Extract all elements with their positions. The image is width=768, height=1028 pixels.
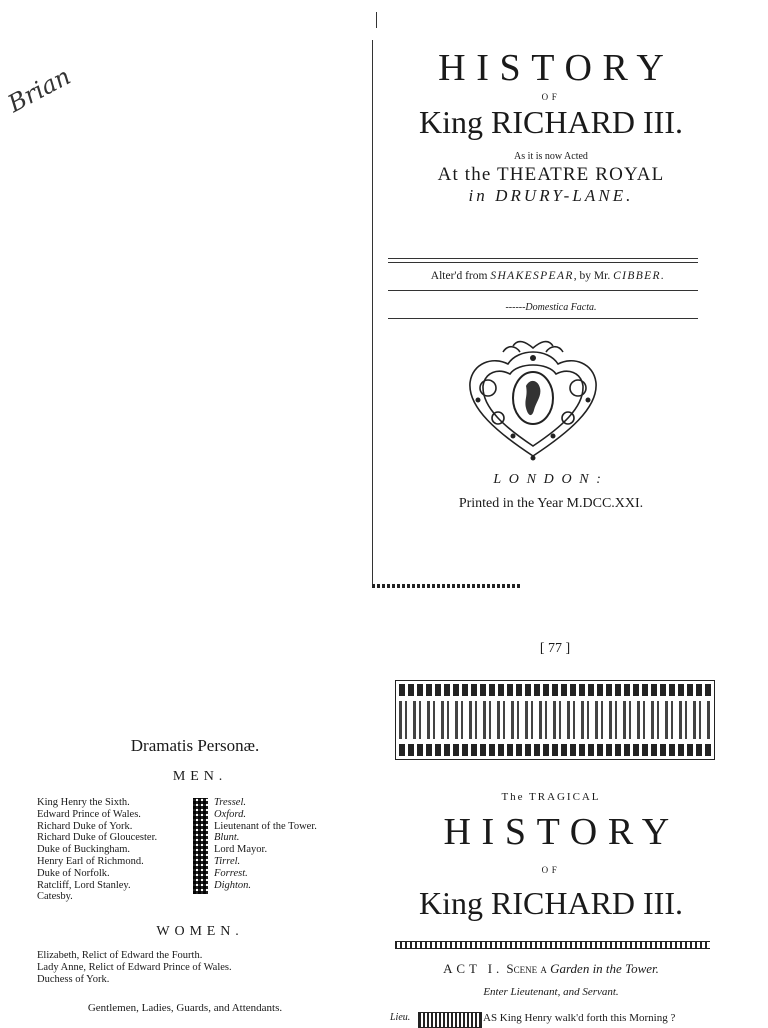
imprint-year: Printed in the Year M.DCC.XXI.	[458, 496, 644, 511]
dramatis-title: Dramatis Personæ.	[130, 736, 260, 755]
theatre-royal: At the THEATRE ROYAL	[437, 164, 665, 185]
men-list-right	[214, 797, 317, 891]
title-history: HISTORY	[438, 47, 675, 89]
men-left-6: Henry Earl of Richmond.	[37, 855, 144, 867]
men-left-2: Edward Prince of Wales.	[37, 808, 141, 820]
title-rule-3	[388, 318, 698, 319]
men-left-9: Catesby.	[37, 891, 73, 903]
women-2: Lady Anne, Relict of Edward Prince of Wales.	[37, 961, 232, 973]
title-rule-1b	[388, 262, 698, 263]
men-left-7: Duke of Norfolk.	[37, 867, 110, 879]
as-acted: As it is now Acted	[514, 151, 588, 162]
men-left-1: King Henry the Sixth.	[37, 797, 130, 808]
headpiece-ornament	[395, 680, 715, 760]
women-heading: WOMEN.	[156, 924, 244, 939]
attendants-line: Gentlemen, Ladies, Guards, and Attendants.	[87, 1002, 283, 1014]
altered-cibber: CIBBER.	[613, 270, 666, 282]
drop-cap-ornament	[418, 1012, 482, 1028]
drury-lane: in DRURY-LANE.	[468, 186, 634, 205]
page-number: [ 77 ]	[539, 641, 571, 656]
speaker-label: Lieu.	[390, 1012, 411, 1023]
act-scene-line	[378, 961, 724, 977]
women-3: Duchess of York.	[37, 973, 110, 985]
men-left-5: Duke of Buckingham.	[37, 844, 131, 856]
men-right-7: Forrest.	[214, 867, 248, 879]
printers-device-ornament	[458, 338, 608, 463]
men-left-4: Richard Duke of Gloucester.	[37, 832, 158, 844]
men-left-3: Richard Duke of York.	[37, 820, 133, 832]
scene-place: Garden in the Tower.	[550, 961, 659, 976]
men-right-1: Tressel.	[214, 797, 246, 808]
play-king: King RICHARD III.	[419, 885, 683, 921]
title-page	[378, 40, 724, 206]
women-list	[37, 950, 232, 985]
men-list-left	[37, 797, 157, 903]
men-right-5: Lord Mayor.	[214, 844, 268, 856]
title-king: King RICHARD III.	[419, 104, 683, 140]
play-tragical: The TRAGICAL	[501, 791, 601, 803]
page-margin-line	[372, 40, 373, 585]
stage-direction: Enter Lieutenant, and Servant.	[483, 986, 619, 998]
scene-prefix: Scene a	[506, 961, 547, 976]
men-right-2: Oxford.	[214, 808, 246, 820]
women-1: Elizabeth, Relict of Edward the Fourth.	[37, 950, 203, 961]
title-rule-2	[388, 290, 698, 291]
title-rule-1	[388, 258, 698, 259]
brace-ornament	[193, 798, 208, 894]
men-right-6: Tirrel.	[214, 855, 241, 867]
act-label: ACT I.	[443, 961, 504, 976]
title-of: OF	[541, 92, 561, 102]
men-right-4: Blunt.	[214, 832, 240, 844]
motto: ------Domestica Facta.	[505, 302, 597, 313]
page-bottom-edge	[372, 584, 522, 588]
first-line: AS King Henry walk'd forth this Morning ?	[483, 1012, 676, 1024]
men-right-3: Lieutenant of the Tower.	[214, 820, 317, 832]
altered-line	[378, 270, 718, 282]
handwritten-name: Brian	[3, 62, 76, 118]
page-tick	[376, 12, 377, 28]
play-history: HISTORY	[443, 811, 680, 853]
altered-shakespear: SHAKESPEAR	[490, 270, 574, 282]
play-of: OF	[541, 865, 561, 875]
men-left-8: Ratcliff, Lord Stanley.	[37, 879, 131, 891]
chain-ornament-rule	[395, 941, 710, 949]
altered-by: , by Mr.	[573, 270, 611, 282]
men-right-8: Dighton.	[214, 879, 252, 891]
imprint-london: LONDON:	[493, 472, 609, 487]
men-heading: MEN.	[172, 769, 228, 784]
altered-prefix: Alter'd from	[430, 270, 488, 282]
